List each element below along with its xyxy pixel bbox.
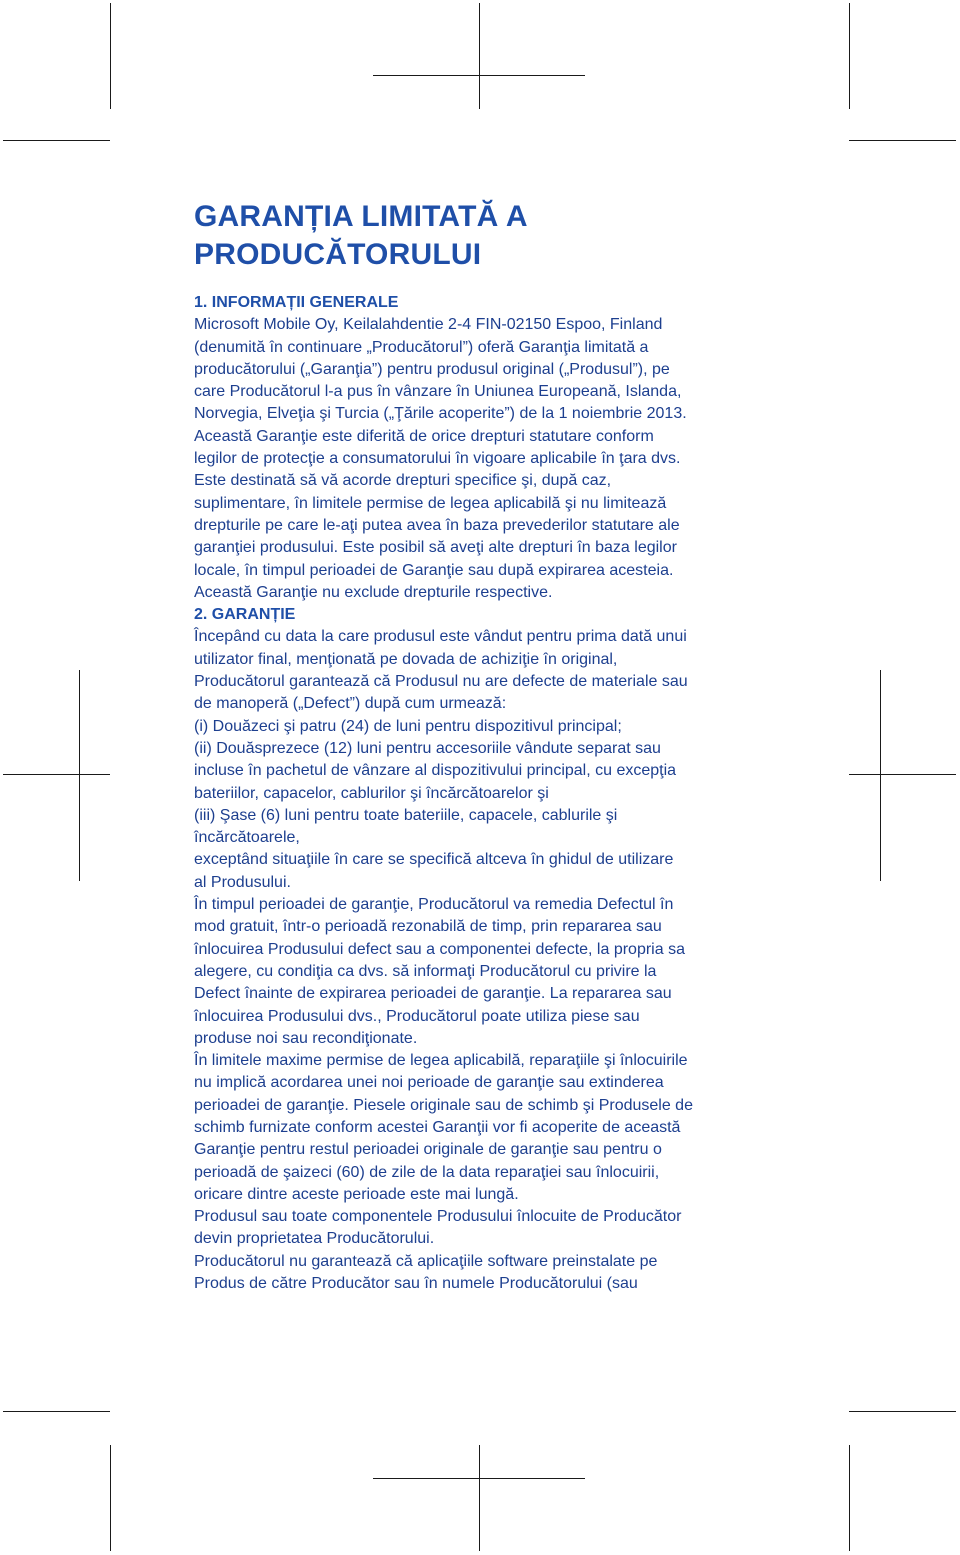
registration-mark <box>479 1445 480 1551</box>
section-warranty <box>194 604 774 1295</box>
list-item: (iii) Şase (6) luni pentru toate bateriile, capacele, cablurile şi încărcătoarele, <box>194 806 618 847</box>
section-heading: 1. INFORMAȚII GENERALE <box>194 294 399 311</box>
section-heading: 2. GARANȚIE <box>194 606 296 624</box>
registration-mark <box>479 3 480 109</box>
crop-mark <box>849 140 956 141</box>
crop-mark <box>849 1445 850 1551</box>
paragraph: Este destinată să vă acorde drepturi specifice şi, după caz, suplimentare, în limitele permise de legea aplicabilă şi nu limitează drepturile pe care le-aţi putea avea în baza prevederilor statutare ale garanţiei produsului. Este posibil să aveţi alte drepturi în baza legilor locale, în timpul perioadei de Garanţie sau după expirarea acesteia. Această Garanţie nu exclude drepturile respective. <box>194 472 680 601</box>
paragraph: Această Garanţie este diferită de orice drepturi statutare conform legilor de protecţie a consumatorului în vigoare aplicabile în ţara dvs. <box>194 427 681 468</box>
paragraph: Începând cu data la care produsul este vândut pentru prima dată unui utilizator final, menţionată pe dovada de achiziţie în original, Producătorul garantează că Produsul nu are defecte de materiale sau de manoperă („Defect”) după cum urmează: <box>194 628 688 713</box>
section-general-info <box>194 292 774 604</box>
title-line: PRODUCĂTORULUI <box>194 238 482 271</box>
crop-mark <box>110 1445 111 1551</box>
paragraph: Produsul sau toate componentele Produsului înlocuite de Producător devin proprietatea Producătorului. <box>194 1208 682 1248</box>
paragraph: Producătorul nu garantează că aplicaţiile software preinstalate pe Produs de către Producător sau în numele Producătorului (sau <box>194 1252 658 1293</box>
paragraph: În timpul perioadei de garanţie, Producătorul va remedia Defectul în mod gratuit, într-o perioadă rezonabilă de timp, prin repararea sau înlocuirea Produsului defect sau a componentei defecte, la propria sa alegere, cu condiţia ca dvs. să informaţi Producătorul cu privire la Defect înainte de expirarea perioadei de garanţie. La repararea sau înlocuirea Produsului dvs., Producătorul poate utiliza piese sau produse noi sau recondiţionate. <box>194 896 685 1047</box>
paragraph: În limitele maxime permise de legea aplicabilă, reparaţiile şi înlocuirile nu implică acordarea unei noi perioade de garanţie sau extinderea perioadei de garanţie. Piesele originale sau de schimb şi Produsele de schimb furnizate conform acestei Garanţii vor fi acoperite de această Garanţie pentru restul perioadei originale de garanţie sau pentru o perioadă de şaizeci (60) de zile de la data reparaţiei sau înlocuirii, oricare dintre aceste perioade este mai lungă. <box>194 1052 693 1203</box>
paragraph: exceptând situaţiile în care se specifică altceva în ghidul de utilizare al Produsului. <box>194 851 674 891</box>
crop-mark <box>849 1411 956 1412</box>
crop-mark <box>3 140 110 141</box>
list-item: (i) Douăzeci şi patru (24) de luni pentru dispozitivul principal; <box>194 717 622 735</box>
list-item: (ii) Douăsprezece (12) luni pentru accesoriile vândute separat sau incluse în pachetul de vânzare al dispozitivului principal, cu excepţia bateriilor, capacelor, cablurilor şi încărcătoarelor şi <box>194 739 677 802</box>
registration-mark <box>79 670 80 881</box>
registration-mark <box>880 670 881 881</box>
document-body <box>194 198 774 1295</box>
document-title <box>194 198 774 274</box>
paragraph: Microsoft Mobile Oy, Keilalahdentie 2-4 FIN-02150 Espoo, Finland (denumită în continuare „Producătorul”) oferă Garanţia limitată a producătorului („Garanţia”) pentru produsul original („Produsul”), pe care Producătorul l-a pus în vânzare în Uniunea Europeană, Islanda, Norvegia, Elveţia şi Turcia („Ţările acoperite”) de la 1 noiembrie 2013. <box>194 316 687 423</box>
registration-mark <box>849 774 956 775</box>
crop-mark <box>110 3 111 109</box>
registration-mark <box>3 774 110 775</box>
crop-mark <box>3 1411 110 1412</box>
registration-mark <box>373 75 585 76</box>
title-line: GARANȚIA LIMITATĂ A <box>194 200 528 233</box>
crop-mark <box>849 3 850 109</box>
